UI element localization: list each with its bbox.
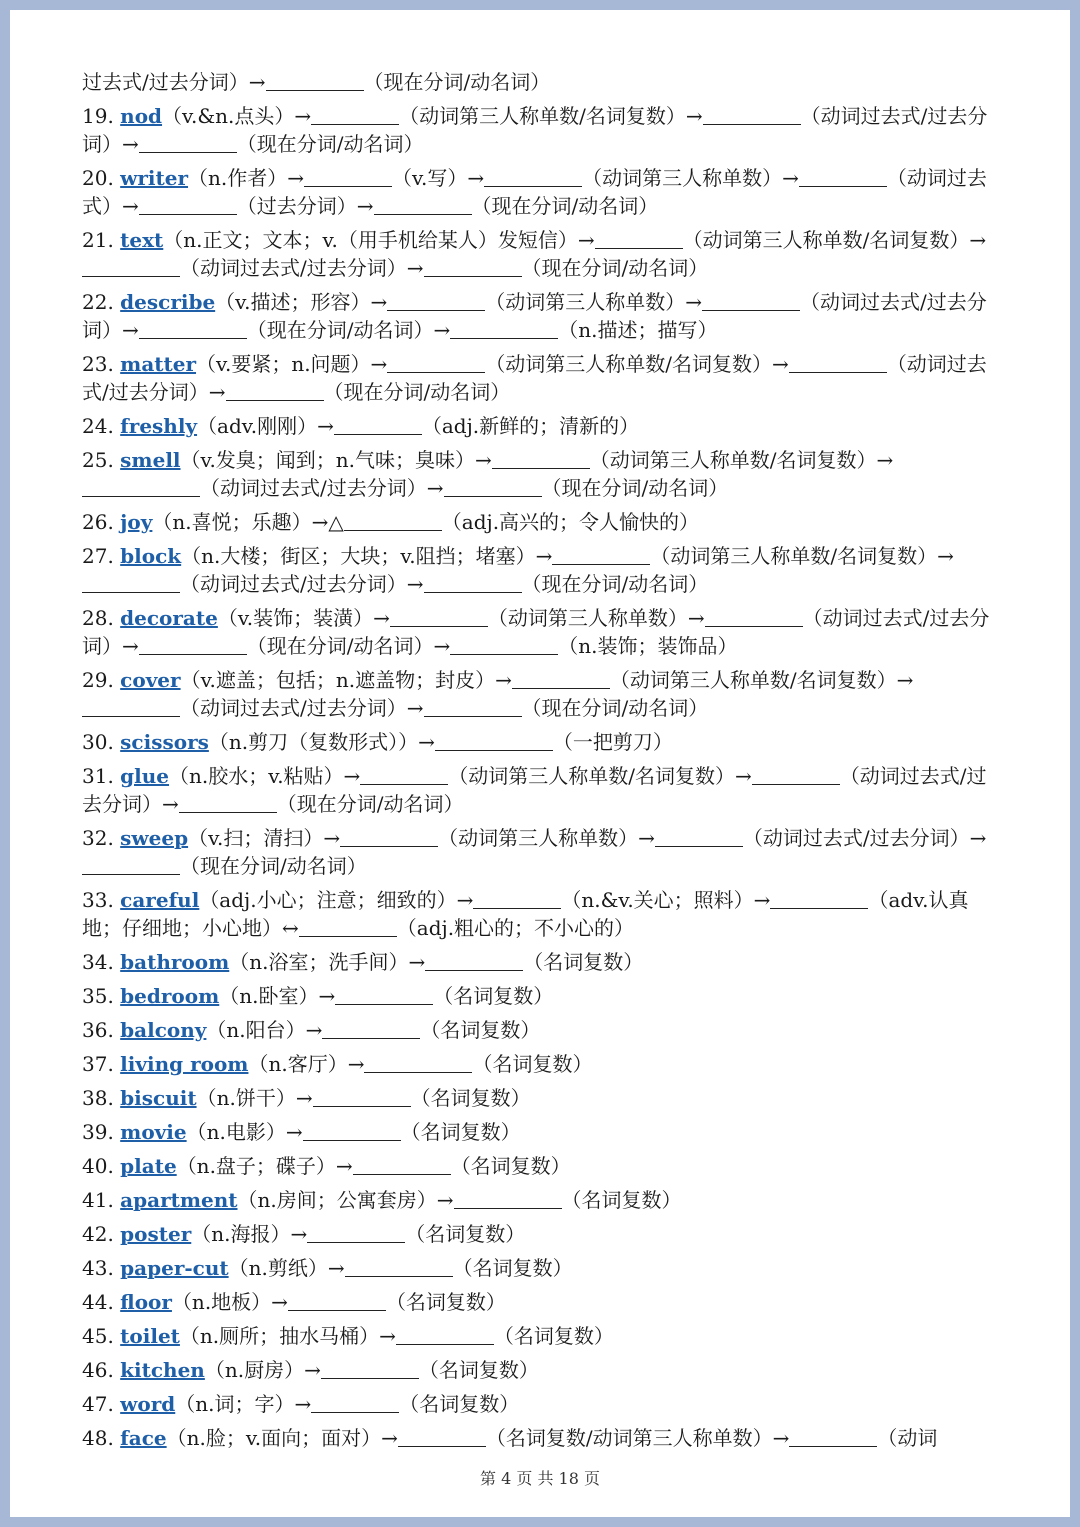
answer-blank[interactable]	[799, 166, 887, 187]
entry-text: （v.扫；清扫）→	[188, 826, 341, 850]
entry-text: （一把剪刀）	[552, 730, 673, 754]
entry-text: （v.装饰；装潢）→	[217, 606, 390, 630]
entry-text: （n.剪刀（复数形式））→	[208, 730, 435, 754]
entry-text: （adj.小心；注意；细致的）→	[199, 888, 474, 912]
entry-text: （n.脸；v.面向；面对）→	[166, 1426, 398, 1450]
entry-text: （动词第三人称单数/名词复数）→	[650, 544, 954, 568]
vocab-entry	[82, 666, 1002, 722]
answer-blank[interactable]	[512, 668, 610, 689]
answer-blank[interactable]	[390, 606, 488, 627]
entry-text: （n.浴室；洗手间）→	[229, 950, 426, 974]
vocab-entry	[82, 102, 1002, 158]
headword: joy	[120, 510, 153, 534]
answer-blank[interactable]	[454, 1188, 562, 1209]
entry-text: （过去分词）→	[236, 194, 374, 218]
entry-text: （n.装饰；装饰品）	[558, 634, 738, 658]
answer-blank[interactable]	[387, 352, 485, 373]
answer-blank[interactable]	[303, 1120, 401, 1141]
entry-text: （动词第三人称单数/名词复数）→	[399, 104, 703, 128]
answer-blank[interactable]	[82, 854, 180, 875]
entry-text: （动词第三人称单数）→	[487, 606, 705, 630]
headword: apartment	[120, 1188, 238, 1212]
entry-number: 42.	[82, 1222, 114, 1246]
vocab-entry	[82, 412, 1002, 440]
entry-text: （adj.新鲜的；清新的）	[421, 414, 640, 438]
entry-number: 19.	[82, 104, 114, 128]
entry-text: （v.描述；形容）→	[215, 290, 388, 314]
entry-text: 过去式/过去分词）→	[82, 70, 266, 94]
entry-text: （adv.认真地；仔细地；小心地）↔	[82, 888, 969, 940]
vocab-entry	[82, 728, 1002, 756]
entry-text: （n.盘子；碟子）→	[176, 1154, 353, 1178]
answer-blank[interactable]	[552, 544, 650, 565]
answer-blank[interactable]	[345, 1256, 453, 1277]
answer-blank[interactable]	[82, 256, 180, 277]
vocab-entry	[82, 1118, 1002, 1146]
entry-text: （动词过去式/过去分词）→	[82, 290, 987, 342]
headword: floor	[120, 1290, 172, 1314]
entry-text: （动词过去式/过去分词）→	[180, 572, 424, 596]
headword: kitchen	[120, 1358, 205, 1382]
entry-text: （adj.高兴的；令人愉快的）	[441, 510, 700, 534]
answer-blank[interactable]	[789, 1426, 877, 1447]
vocab-entry	[82, 1254, 1002, 1282]
entry-text: （n.饼干）→	[196, 1086, 313, 1110]
entry-text: （现在分词/动名词）	[363, 70, 551, 94]
entry-text: （n.&v.关心；照料）→	[561, 888, 771, 912]
entry-text: （动词	[877, 1426, 938, 1450]
headword: plate	[120, 1154, 177, 1178]
headword: cover	[120, 668, 181, 692]
entry-text: （名词复数）	[418, 1358, 539, 1382]
entry-number: 27.	[82, 544, 114, 568]
entry-text: （名词复数/动词第三人称单数）→	[485, 1426, 790, 1450]
vocab-entry	[82, 1084, 1002, 1112]
answer-blank[interactable]	[82, 572, 180, 593]
headword: freshly	[120, 414, 198, 438]
headword: living room	[120, 1052, 249, 1076]
answer-blank[interactable]	[307, 1222, 405, 1243]
entry-text: （v.&n.点头）→	[162, 104, 312, 128]
entry-text: （v.发臭；闻到；n.气味；臭味）→	[180, 448, 492, 472]
entry-number: 30.	[82, 730, 114, 754]
entry-text: （n.厕所；抽水马桶）→	[179, 1324, 396, 1348]
answer-blank[interactable]	[266, 70, 364, 91]
entry-number: 22.	[82, 290, 114, 314]
headword: movie	[120, 1120, 187, 1144]
vocab-entry	[82, 1220, 1002, 1248]
headword: text	[120, 228, 164, 252]
vocab-entry	[82, 542, 1002, 598]
answer-blank[interactable]	[484, 166, 582, 187]
page	[10, 10, 1070, 1517]
headword: nod	[120, 104, 163, 128]
entry-number: 26.	[82, 510, 114, 534]
vocab-entry	[82, 1424, 1002, 1452]
answer-blank[interactable]	[705, 606, 803, 627]
answer-blank[interactable]	[450, 318, 558, 339]
answer-blank[interactable]	[288, 1290, 386, 1311]
vocab-entry	[82, 288, 1002, 344]
answer-blank[interactable]	[311, 1392, 399, 1413]
answer-blank[interactable]	[304, 166, 392, 187]
headword: glue	[120, 764, 170, 788]
entry-text: （n.大楼；街区；大块；v.阻挡；堵塞）→	[181, 544, 553, 568]
vocab-entry	[82, 350, 1002, 406]
answer-blank[interactable]	[444, 476, 542, 497]
answer-blank[interactable]	[226, 380, 324, 401]
entry-text: （n.阳台）→	[206, 1018, 323, 1042]
answer-blank[interactable]	[473, 888, 561, 909]
entry-text: （名词复数）	[452, 1256, 573, 1280]
entry-text: （名词复数）	[523, 950, 644, 974]
answer-blank[interactable]	[344, 510, 442, 531]
entry-text: （名词复数）	[433, 984, 554, 1008]
entry-text: （动词过去式/过去分词）→	[200, 476, 444, 500]
entry-text: （现在分词/动名词）	[236, 132, 424, 156]
entry-number: 34.	[82, 950, 114, 974]
answer-blank[interactable]	[139, 132, 237, 153]
entry-text: （现在分词/动名词）→	[246, 318, 451, 342]
entry-text: （v.要紧；n.问题）→	[196, 352, 388, 376]
entry-number: 43.	[82, 1256, 114, 1280]
entry-number: 44.	[82, 1290, 114, 1314]
answer-blank[interactable]	[82, 476, 200, 497]
entry-text: （adv.刚刚）→	[197, 414, 334, 438]
entry-text: （n.剪纸）→	[228, 1256, 345, 1280]
headword: word	[120, 1392, 176, 1416]
headword: toilet	[120, 1324, 180, 1348]
entry-text: （n.词；字）→	[175, 1392, 312, 1416]
entry-text: （n.正文；文本；v.（用手机给某人）发短信）→	[163, 228, 595, 252]
answer-blank[interactable]	[322, 1018, 420, 1039]
headword: face	[120, 1426, 167, 1450]
vocab-entry	[82, 68, 1002, 96]
entry-text: （现在分词/动名词）	[180, 854, 367, 878]
entry-number: 39.	[82, 1120, 114, 1144]
answer-blank[interactable]	[353, 1154, 451, 1175]
answer-blank[interactable]	[311, 104, 399, 125]
answer-blank[interactable]	[396, 1324, 494, 1345]
entry-text: （n.喜悦；乐趣）→△	[152, 510, 344, 534]
answer-blank[interactable]	[424, 696, 522, 717]
answer-blank[interactable]	[374, 194, 472, 215]
entry-text: （动词第三人称单数/名词复数）→	[485, 352, 789, 376]
answer-blank[interactable]	[398, 1426, 486, 1447]
entry-number: 40.	[82, 1154, 114, 1178]
entry-text: （名词复数）	[561, 1188, 682, 1212]
answer-blank[interactable]	[139, 194, 237, 215]
entry-text: （现在分词/动名词）	[323, 380, 511, 404]
answer-blank[interactable]	[340, 826, 438, 847]
entry-number: 23.	[82, 352, 114, 376]
vocab-entry	[82, 604, 1002, 660]
answer-blank[interactable]	[387, 290, 485, 311]
entry-text: （动词第三人称单数）→	[485, 290, 702, 314]
answer-blank[interactable]	[703, 104, 801, 125]
entry-text: （adj.粗心的；不小心的）	[396, 916, 635, 940]
vocab-entry	[82, 164, 1002, 220]
headword: bedroom	[120, 984, 220, 1008]
entry-text: （动词过去式/过去分词）→	[82, 352, 987, 404]
vocab-entry	[82, 948, 1002, 976]
entry-text: （名词复数）	[420, 1018, 541, 1042]
answer-blank[interactable]	[435, 730, 553, 751]
entry-text: （v.遮盖；包括；n.遮盖物；封皮）→	[180, 668, 512, 692]
entry-text: （n.描述；描写）	[558, 318, 718, 342]
vocab-entry	[82, 1356, 1002, 1384]
answer-blank[interactable]	[424, 572, 522, 593]
entry-text: （名词复数）	[450, 1154, 571, 1178]
vocab-entry	[82, 1390, 1002, 1418]
entry-text: （现在分词/动名词）	[541, 476, 729, 500]
entry-number: 25.	[82, 448, 114, 472]
entry-text: （n.厨房）→	[204, 1358, 321, 1382]
entry-number: 29.	[82, 668, 114, 692]
entry-text: （n.海报）→	[191, 1222, 308, 1246]
vocabulary-list	[82, 68, 1002, 1458]
answer-blank[interactable]	[179, 792, 277, 813]
headword: smell	[120, 448, 181, 472]
entry-text: （n.电影）→	[186, 1120, 303, 1144]
answer-blank[interactable]	[360, 764, 448, 785]
vocab-entry	[82, 824, 1002, 880]
headword: decorate	[120, 606, 218, 630]
entry-text: （动词过去式/过去分词）→	[180, 696, 424, 720]
vocab-entry	[82, 1288, 1002, 1316]
vocab-entry	[82, 762, 1002, 818]
answer-blank[interactable]	[425, 950, 523, 971]
headword: sweep	[120, 826, 189, 850]
entry-number: 46.	[82, 1358, 114, 1382]
entry-text: （动词第三人称单数/名词复数）→	[589, 448, 894, 472]
entry-text: （名词复数）	[400, 1120, 521, 1144]
answer-blank[interactable]	[595, 228, 683, 249]
entry-number: 48.	[82, 1426, 114, 1450]
entry-text: （n.胶水；v.粘贴）→	[169, 764, 361, 788]
vocab-entry	[82, 1152, 1002, 1180]
entry-text: （动词过去式/过去分词）→	[742, 826, 987, 850]
entry-text: （名词复数）	[472, 1052, 593, 1076]
entry-number: 45.	[82, 1324, 114, 1348]
headword: paper-cut	[120, 1256, 229, 1280]
entry-text: （名词复数）	[385, 1290, 506, 1314]
vocab-entry	[82, 1050, 1002, 1078]
answer-blank[interactable]	[139, 318, 247, 339]
entry-text: （现在分词/动名词）	[471, 194, 659, 218]
vocab-entry	[82, 446, 1002, 502]
entry-text: （n.卧室）→	[219, 984, 336, 1008]
headword: matter	[120, 352, 197, 376]
entry-text: （n.客厅）→	[248, 1052, 365, 1076]
answer-blank[interactable]	[770, 888, 868, 909]
answer-blank[interactable]	[364, 1052, 472, 1073]
entry-number: 47.	[82, 1392, 114, 1416]
answer-blank[interactable]	[655, 826, 743, 847]
answer-blank[interactable]	[334, 414, 422, 435]
vocab-entry	[82, 1016, 1002, 1044]
entry-number: 33.	[82, 888, 114, 912]
headword: block	[120, 544, 182, 568]
answer-blank[interactable]	[450, 634, 558, 655]
entry-text: （现在分词/动名词）	[521, 256, 709, 280]
entry-number: 38.	[82, 1086, 114, 1110]
entry-number: 31.	[82, 764, 114, 788]
entry-text: （现在分词/动名词）→	[246, 634, 451, 658]
entry-text: （动词第三人称单数）→	[438, 826, 655, 850]
vocab-entry	[82, 982, 1002, 1010]
answer-blank[interactable]	[752, 764, 840, 785]
answer-blank[interactable]	[789, 352, 887, 373]
entry-number: 24.	[82, 414, 114, 438]
answer-blank[interactable]	[335, 984, 433, 1005]
entry-number: 21.	[82, 228, 114, 252]
entry-text: （动词第三人称单数/名词复数）→	[682, 228, 987, 252]
entry-number: 20.	[82, 166, 114, 190]
entry-number: 37.	[82, 1052, 114, 1076]
page-footer: 第 4 页 共 18 页	[480, 1469, 600, 1488]
answer-blank[interactable]	[139, 634, 247, 655]
headword: describe	[120, 290, 216, 314]
answer-blank[interactable]	[492, 448, 590, 469]
entry-text: （动词过去式/过去分词）→	[82, 606, 990, 658]
headword: balcony	[120, 1018, 207, 1042]
entry-text: （动词第三人称单数/名词复数）→	[609, 668, 914, 692]
entry-text: （动词第三人称单数/名词复数）→	[448, 764, 752, 788]
headword: biscuit	[120, 1086, 197, 1110]
answer-blank[interactable]	[313, 1086, 411, 1107]
vocab-entry	[82, 886, 1002, 942]
entry-number: 28.	[82, 606, 114, 630]
vocab-entry	[82, 1322, 1002, 1350]
entry-number: 35.	[82, 984, 114, 1008]
answer-blank[interactable]	[299, 916, 397, 937]
entry-text: （动词过去式/过去分词）→	[82, 764, 987, 816]
entry-text: （动词第三人称单数）→	[582, 166, 799, 190]
entry-number: 36.	[82, 1018, 114, 1042]
entry-number: 32.	[82, 826, 114, 850]
vocab-entry	[82, 1186, 1002, 1214]
vocab-entry	[82, 508, 1002, 536]
entry-text: （动词过去式/过去分词）→	[180, 256, 424, 280]
entry-text: （现在分词/动名词）	[521, 696, 709, 720]
entry-text: （n.房间；公寓套房）→	[237, 1188, 454, 1212]
entry-text: （n.作者）→	[188, 166, 305, 190]
headword: scissors	[120, 730, 209, 754]
answer-blank[interactable]	[702, 290, 800, 311]
entry-text: （v.写）→	[392, 166, 485, 190]
headword: writer	[120, 166, 189, 190]
vocab-entry	[82, 226, 1002, 282]
entry-text: （名词复数）	[405, 1222, 526, 1246]
answer-blank[interactable]	[321, 1358, 419, 1379]
entry-text: （n.地板）→	[171, 1290, 288, 1314]
entry-text: （现在分词/动名词）	[276, 792, 464, 816]
entry-text: （名词复数）	[493, 1324, 614, 1348]
entry-text: （现在分词/动名词）	[521, 572, 709, 596]
headword: careful	[120, 888, 200, 912]
entry-text: （名词复数）	[399, 1392, 520, 1416]
headword: bathroom	[120, 950, 230, 974]
answer-blank[interactable]	[424, 256, 522, 277]
answer-blank[interactable]	[82, 696, 180, 717]
entry-text: （名词复数）	[410, 1086, 531, 1110]
entry-number: 41.	[82, 1188, 114, 1212]
entry-text: （动词过去式/过去分词）→	[82, 104, 988, 156]
headword: poster	[120, 1222, 192, 1246]
entry-text: （动词过去式）→	[82, 166, 987, 218]
